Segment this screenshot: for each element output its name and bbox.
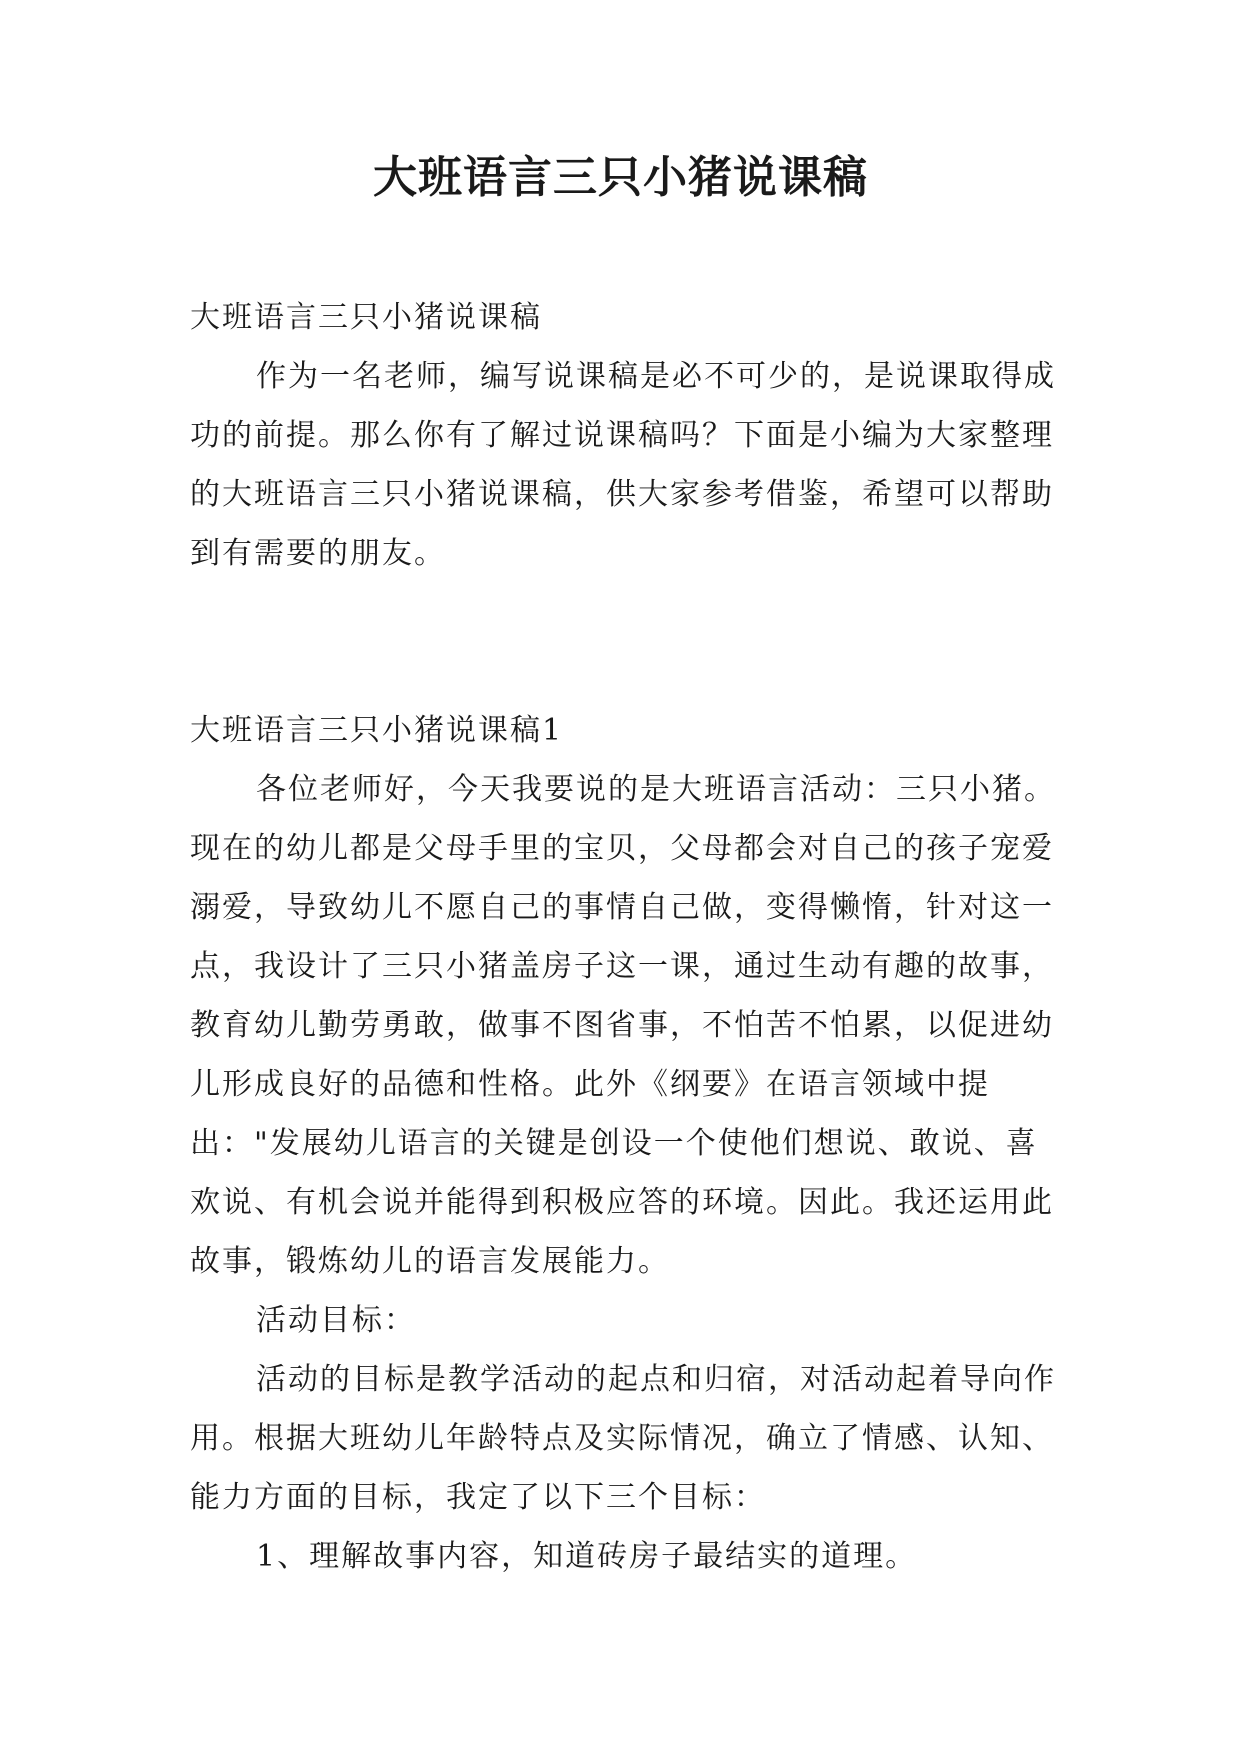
- goals-intro-paragraph: 活动的目标是教学活动的起点和归宿，对活动起着导向作用。根据大班幼儿年龄特点及实际情况，确立了情感、认知、能力方面的目标，我定了以下三个目标：: [190, 1362, 1056, 1515]
- page-title: 大班语言三只小猪说课稿: [373, 152, 868, 203]
- goals-heading: 活动目标：: [256, 1303, 416, 1338]
- intro-paragraph: 作为一名老师，编写说课稿是必不可少的，是说课取得成功的前提。那么你有了解过说课稿吗？下面是小编为大家整理的大班语言三只小猪说课稿，供大家参考借鉴，希望可以帮助到有需要的朋友。: [190, 359, 1056, 571]
- spacer: [190, 583, 1060, 701]
- subtitle: 大班语言三只小猪说课稿: [190, 300, 542, 335]
- section-heading: 大班语言三只小猪说课稿1: [190, 713, 564, 748]
- goal-item: 1、理解故事内容，知道砖房子最结实的道理。: [256, 1539, 918, 1574]
- document-body: [190, 288, 1060, 1586]
- section-paragraph: 各位老师好，今天我要说的是大班语言活动：三只小猪。现在的幼儿都是父母手里的宝贝，父母都会对自己的孩子宠爱溺爱，导致幼儿不愿自己的事情自己做，变得懒惰，针对这一点，我设计了三只小猪盖房子这一课，通过生动有趣的故事，教育幼儿勤劳勇敢，做事不图省事，不怕苦不怕累，以促进幼儿形成良好的品德和性格。此外《纲要》在语言领域中提出："发展幼儿语言的关键是创设一个使他们想说、敢说、喜欢说、有机会说并能得到积极应答的环境。因此。我还运用此故事，锻炼幼儿的语言发展能力。: [190, 772, 1056, 1279]
